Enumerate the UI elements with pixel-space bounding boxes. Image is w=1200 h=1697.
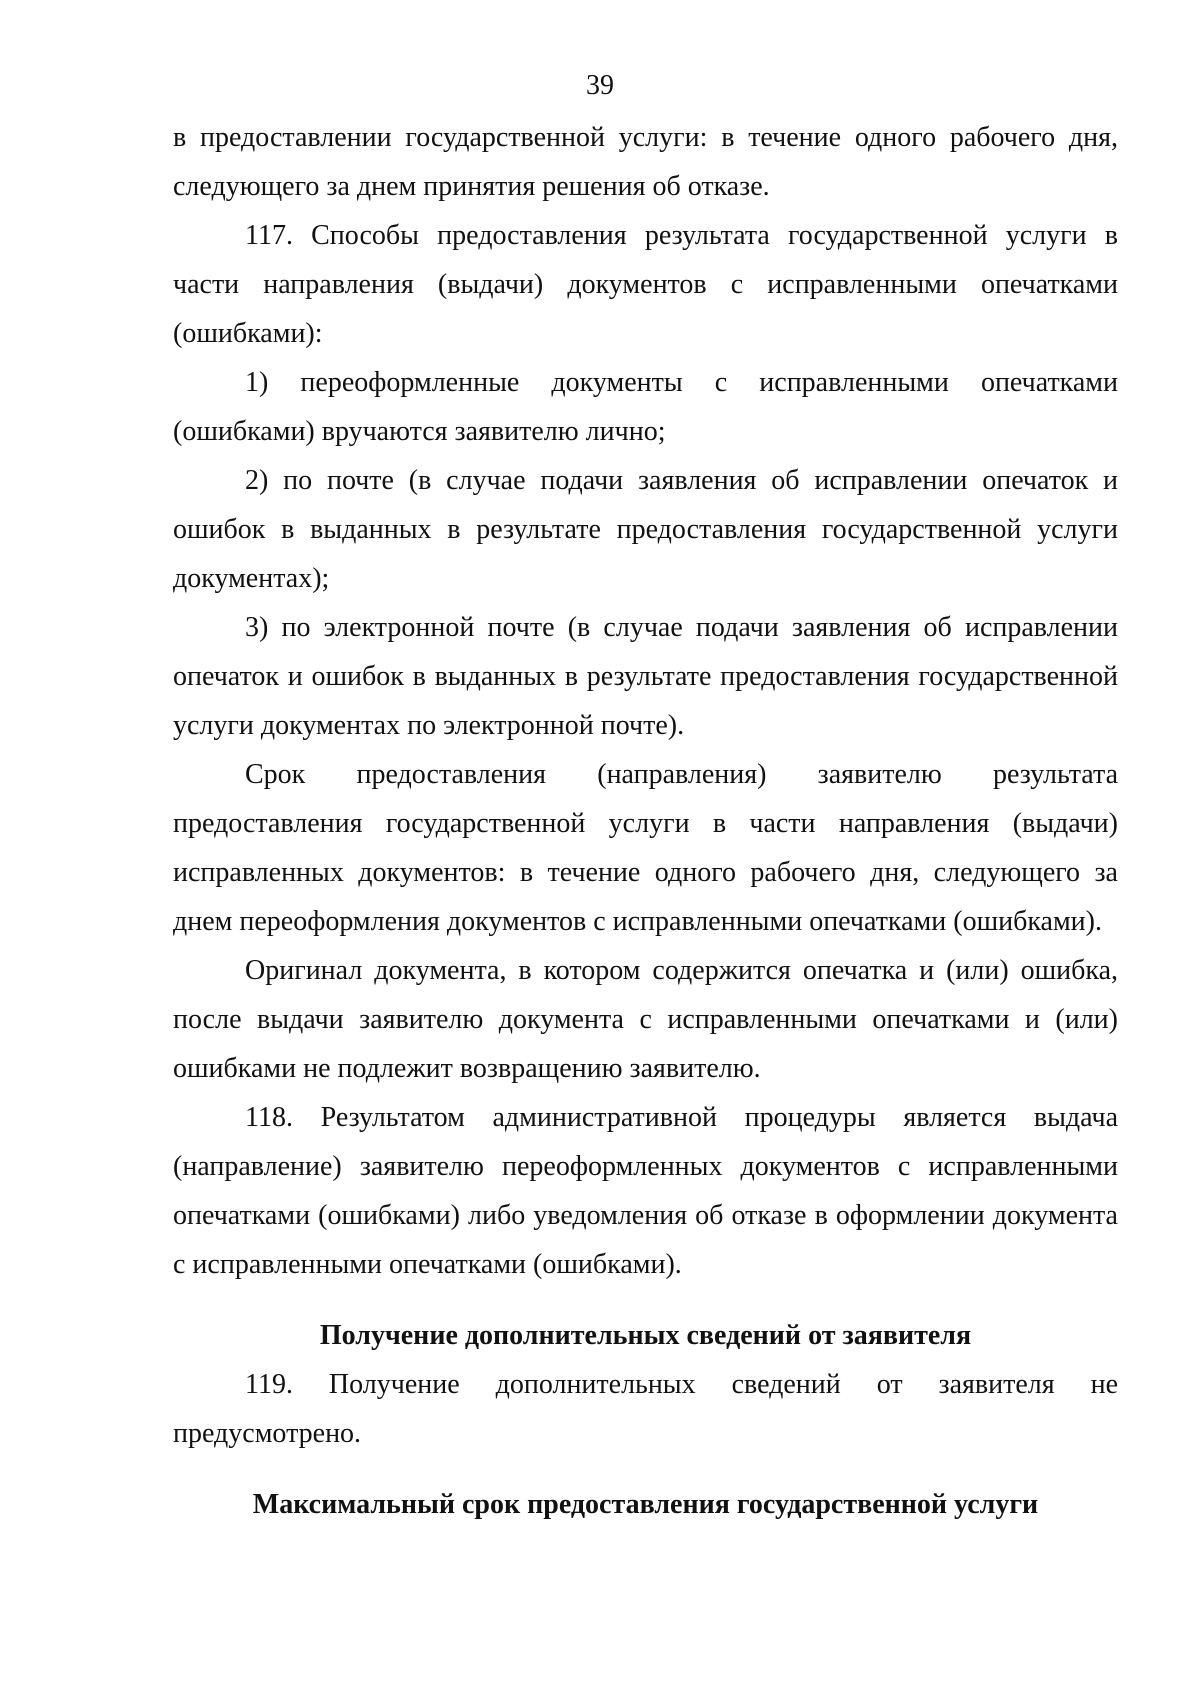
paragraph-117-item-3: 3) по электронной почте (в случае подачи заявления об исправлении опечаток и ошибок в выданных в результате предоставления государственной услуги документах по электронной почте). bbox=[173, 612, 1118, 741]
spacer bbox=[173, 1289, 1118, 1311]
section-heading-max-term: Максимальный срок предоставления государственной услуги bbox=[252, 1489, 1039, 1520]
paragraph-118: 118. Результатом административной процедуры является выдача (направление) заявителю переоформленных документов с исправленными опечатками (ошибками) либо уведомления об отказе в оформлении документа с исправленными опечатками (ошибками). bbox=[173, 1102, 1118, 1280]
paragraph-refusal-deadline: в предоставлении государственной услуги: в течение одного рабочего дня, следующего за днем принятия решения об отказе. bbox=[173, 122, 1118, 202]
paragraph-119: 119. Получение дополнительных сведений от заявителя не предусмотрено. bbox=[173, 1369, 1118, 1449]
paragraph-117-item-2: 2) по почте (в случае подачи заявления об исправлении опечаток и ошибок в выданных в результате предоставления государственной услуги документах); bbox=[173, 465, 1118, 594]
paragraph-117-item-1: 1) переоформленные документы с исправленными опечатками (ошибками) вручаются заявителю лично; bbox=[173, 367, 1118, 447]
section-heading-additional-info: Получение дополнительных сведений от заявителя bbox=[319, 1320, 972, 1351]
page-number: 39 bbox=[586, 70, 614, 101]
paragraph-delivery-deadline: Срок предоставления (направления) заявителю результата предоставления государственной услуги в части направления (выдачи) исправленных документов: в течение одного рабочего дня, следующего за днем переоформления документов с исправленными опечатками (ошибками). bbox=[173, 759, 1118, 937]
paragraph-117: 117. Способы предоставления результата государственной услуги в части направления (выдачи) документов с исправленными опечатками (ошибками): bbox=[173, 220, 1118, 349]
document-body bbox=[173, 113, 1118, 1529]
spacer bbox=[173, 1458, 1118, 1480]
paragraph-original-document: Оригинал документа, в котором содержится опечатка и (или) ошибка, после выдачи заявителю документа с исправленными опечатками и (или) ошибками не подлежит возвращению заявителю. bbox=[173, 955, 1118, 1084]
